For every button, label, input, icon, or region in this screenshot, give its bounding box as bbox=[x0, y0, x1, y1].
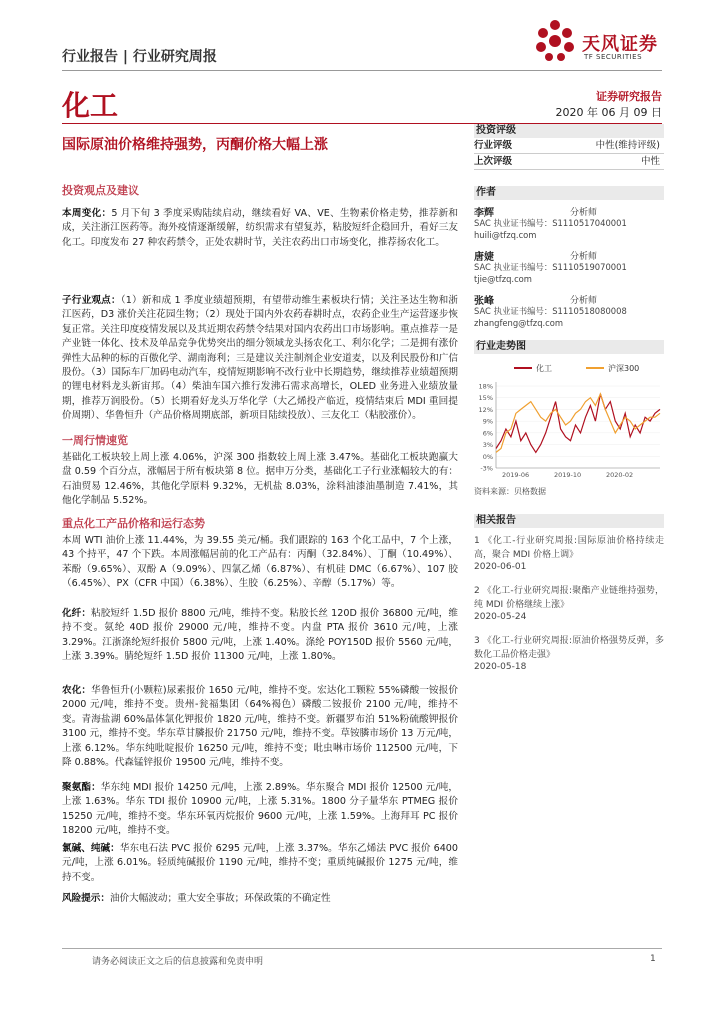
author-sac: SAC 执业证书编号：S1110518080008 bbox=[474, 306, 627, 316]
trend-heading: 行业走势图 bbox=[474, 340, 664, 354]
trend-block bbox=[474, 340, 664, 497]
label-polyurethane: 聚氨酯： bbox=[62, 782, 101, 793]
paragraph-agrochem bbox=[62, 684, 458, 770]
label-sub-industry: 子行业观点： bbox=[62, 295, 121, 306]
paragraph-fiber bbox=[62, 607, 458, 665]
rating-row-value: 中性 bbox=[640, 156, 660, 167]
y-tick-label: 6% bbox=[482, 429, 493, 438]
paragraph-weekly-market: 基础化工板块较上周上涨 4.06%，沪深 300 指数较上周上涨 3.47%。基础化工板块跑赢大盘 0.59 个百分点，涨幅居于所有板块第 8 位。据申万分类，基础化工子行业涨幅较大的有：石油贸易 12.46%，其他化学原料 9.32%，无机盐 8.03%，涂料油漆油墨制造 7.41%，其他化学制品 5.52%。 bbox=[62, 452, 458, 507]
author-role: 分析师 bbox=[570, 208, 598, 218]
author-email[interactable]: huili@tfzq.com bbox=[474, 230, 537, 240]
author-name: 唐婕 bbox=[474, 252, 494, 263]
legend-label: 沪深300 bbox=[608, 364, 640, 373]
text-weekly-change: 5 月下旬 3 季度采购陆续启动，继续看好 VA、VE、生物素价格走势，推荐新和成，关注浙江医药等。海外疫情逐渐缓解，纺织需求有望复苏，粘胶短纤企稳回升，看好三友化工。印度发布 27 种农药禁令，正处农耕时节，关注农药出口市场变化，推荐扬农化工。 bbox=[62, 208, 459, 248]
rating-row-value: 中性(维持评级) bbox=[595, 140, 660, 151]
y-tick-label: 18% bbox=[478, 382, 493, 391]
y-tick-label: 12% bbox=[478, 405, 493, 414]
related-heading: 相关报告 bbox=[474, 514, 664, 528]
rating-heading: 投资评级 bbox=[474, 124, 664, 138]
y-tick-label: 15% bbox=[478, 394, 493, 403]
label-fiber: 化纤： bbox=[62, 608, 92, 619]
author-name: 张峰 bbox=[474, 296, 494, 307]
author-entry bbox=[474, 204, 664, 248]
text-fiber: 粘胶短纤 1.5D 报价 8800 元/吨，维持不变。粘胶长丝 120D 报价 36800 元/吨，维持不变。氨纶 40D 报价 29000 元/吨，维持不变。内盘 PTA 报价 3610 元/吨，上涨 3.29%。江浙涤纶短纤报价 5800 元/吨，上涨 1.40%。涤纶 POY150D 报价 5560 元/吨，上涨 3.39%。腈纶短纤 1.5D 报价 11300 元/吨，上涨 1.80%。 bbox=[62, 608, 459, 663]
section-invest-view: 投资观点及建议 bbox=[62, 184, 139, 197]
author-name: 李辉 bbox=[474, 208, 494, 219]
related-item-title[interactable]: 3 《化工-行业研究周报:原油价格强势反弹，多数化工品价格走强》 bbox=[474, 636, 664, 660]
rating-row-key: 上次评级 bbox=[474, 156, 513, 167]
author-role: 分析师 bbox=[570, 296, 598, 306]
y-tick-label: -3% bbox=[480, 464, 493, 473]
related-item[interactable] bbox=[474, 634, 664, 672]
x-tick-label: 2019-10 bbox=[554, 471, 582, 479]
text-polyurethane: 华东纯 MDI 报价 14250 元/吨，上涨 2.89%。华东聚合 MDI 报价 12500 元/吨，上涨 1.63%。华东 TDI 报价 10900 元/吨，上涨 5.31%。1800 分子量华东 PTMEG 报价 15250 元/吨，维持不变。华东环氧丙烷报价 9600 元/吨，上涨 1.59%。上海拜耳 PC 报价 18200 元/吨，维持不变。 bbox=[62, 782, 459, 837]
related-item-date: 2020-05-24 bbox=[474, 612, 527, 622]
footer-divider bbox=[62, 948, 662, 949]
author-sac: SAC 执业证书编号：S1110519070001 bbox=[474, 262, 627, 272]
page-number: 1 bbox=[650, 954, 656, 964]
rating-block bbox=[474, 124, 664, 170]
author-entry bbox=[474, 292, 664, 336]
text-sub-industry: （1）新和成 1 季度业绩超预期，有望带动维生素板块行情；关注圣达生物和浙江医药，D3 涨价关注花园生物；（2）现处于国内外农药春耕时点，农药企业生产运营逐步恢复正常。关注印度疫情发展以及其近期农药禁令结果对国内农药出口市场影响。重点推荐一是产业链一体化、技术及单品竞争优势突出的细分领域龙头扬农化工、利尔化学；二是拥有涨价弹性大品种的标的百傲化学、湖南海利；三是建议关注制剂企业安道麦，以及利民股份和广信股份。（3）国际车厂加码电动汽车，疫情短期影响不改行业中长期趋势，继续推荐业绩超预期的锂电材料龙头新宙邦。（4）柴油车国六推行发沸石需求高增长，OLED 业务进入业绩放量期，推荐万润股份。（5）长期看好龙头万华化学（大乙烯投产临近，疫情结束后 MDI 重回提价周期）、华鲁恒升（产品价格周期底部，新项目陆续投放）、三友化工（粘胶涨价）。 bbox=[62, 295, 458, 422]
footer-disclaimer: 请务必阅读正文之后的信息披露和免责申明 bbox=[92, 957, 264, 967]
author-email[interactable]: tjie@tfzq.com bbox=[474, 274, 532, 284]
chart-source: 资料来源：贝格数据 bbox=[474, 487, 546, 496]
logo-text-en: TF SECURITIES bbox=[584, 53, 643, 61]
paragraph-risk bbox=[62, 892, 458, 906]
related-item[interactable] bbox=[474, 534, 664, 572]
sector-name: 化工 bbox=[62, 89, 119, 122]
trend-chart bbox=[474, 360, 664, 482]
x-tick-label: 2020-02 bbox=[606, 471, 634, 479]
legend-label: 化工 bbox=[536, 364, 552, 373]
author-email[interactable]: zhangfeng@tfzq.com bbox=[474, 318, 564, 328]
x-tick-label: 2019-06 bbox=[502, 471, 530, 479]
related-item-title[interactable]: 1 《化工-行业研究周报:国际原油价格持续走高，聚合 MDI 价格上调》 bbox=[474, 536, 664, 560]
text-agrochem: 华鲁恒升(小颗粒)尿素报价 1650 元/吨，维持不变。宏达化工颗粒 55%磷酸一铵报价 2000 元/吨，维持不变。贵州-瓮福集团（64%褐色）磷酸二铵报价 2100 元/吨，维持不变。青海盐湖 60%晶体氯化钾报价 1820 元/吨，维持不变。新疆罗布泊 51%粉硫酸钾报价 3100 元，维持不变。华东草甘膦报价 21750 元/吨，维持不变。草铵膦市场价 13 万元/吨，上涨 6.12%。华东纯吡啶报价 16250 元/吨，维持不变；吡虫啉市场价 112500 元/吨，下降 0.88%。代森锰锌报价 19500 元/吨，维持不变。 bbox=[62, 685, 459, 769]
y-tick-label: 0% bbox=[482, 452, 493, 461]
rating-row bbox=[474, 138, 664, 154]
authors-heading: 作者 bbox=[474, 186, 664, 200]
paragraph-chlor-alkali bbox=[62, 842, 458, 885]
related-item-title[interactable]: 2 《化工-行业研究周报:聚酯产业链维持强势，纯 MDI 价格继续上涨》 bbox=[474, 586, 664, 610]
series-line bbox=[496, 394, 660, 453]
series-line bbox=[496, 394, 660, 453]
section-key-products: 重点化工产品价格和运行态势 bbox=[62, 517, 205, 530]
paragraph-polyurethane bbox=[62, 781, 458, 839]
text-chlor-alkali: 华东电石法 PVC 报价 6295 元/吨，上涨 3.37%。华东乙烯法 PVC 报价 6400 元/吨，上涨 6.01%。轻质纯碱报价 1190 元/吨，维持不变；重质纯碱报价 1275 元/吨，维持不变。 bbox=[62, 843, 459, 883]
related-item-date: 2020-05-18 bbox=[474, 662, 527, 672]
label-risk: 风险提示： bbox=[62, 893, 110, 904]
section-weekly-market: 一周行情速览 bbox=[62, 434, 128, 447]
rating-row-key: 行业评级 bbox=[474, 140, 513, 151]
related-block bbox=[474, 514, 664, 672]
y-tick-label: 3% bbox=[482, 441, 493, 450]
y-tick-label: 9% bbox=[482, 417, 493, 426]
rating-row bbox=[474, 154, 664, 170]
report-date: 2020 年 06 月 09 日 bbox=[555, 106, 662, 119]
author-entry bbox=[474, 248, 664, 292]
authors-block bbox=[474, 186, 664, 336]
related-item-date: 2020-06-01 bbox=[474, 562, 527, 572]
header-divider bbox=[62, 70, 662, 71]
report-type: 证券研究报告 bbox=[596, 90, 662, 103]
paragraph-key-products: 本周 WTI 油价上涨 11.44%，为 39.55 美元/桶。我们跟踪的 163 个化工品中，7 个上涨，43 个持平，47 个下跌。本周涨幅居前的化工产品有：丙酮（32.84%）、丁酮（10.49%）、苯酚（9.65%）、双酚 A（9.09%）、四氯乙烯（6.87%）、有机硅 DMC（6.67%）、107 胶（6.45%）、PX（CFR 中国）（6.38%）、生胶（6.25%）、辛醇（5.17%）等。 bbox=[62, 535, 458, 590]
author-sac: SAC 执业证书编号：S1110517040001 bbox=[474, 218, 627, 228]
text-risk: 油价大幅波动；重大安全事故；环保政策的不确定性 bbox=[109, 893, 331, 904]
label-chlor-alkali: 氯碱、纯碱： bbox=[62, 843, 120, 854]
report-tag: 行业报告 | 行业研究周报 bbox=[62, 49, 217, 65]
label-agrochem: 农化： bbox=[62, 685, 92, 696]
paragraph-weekly-change bbox=[62, 207, 458, 250]
report-title: 国际原油价格维持强势，丙酮价格大幅上涨 bbox=[62, 137, 328, 153]
logo-text: 天风证券 bbox=[582, 34, 658, 55]
label-weekly-change: 本周变化： bbox=[62, 208, 112, 219]
paragraph-sub-industry bbox=[62, 294, 458, 424]
related-item[interactable] bbox=[474, 584, 664, 622]
author-role: 分析师 bbox=[570, 252, 598, 262]
logo-icon bbox=[533, 17, 577, 65]
